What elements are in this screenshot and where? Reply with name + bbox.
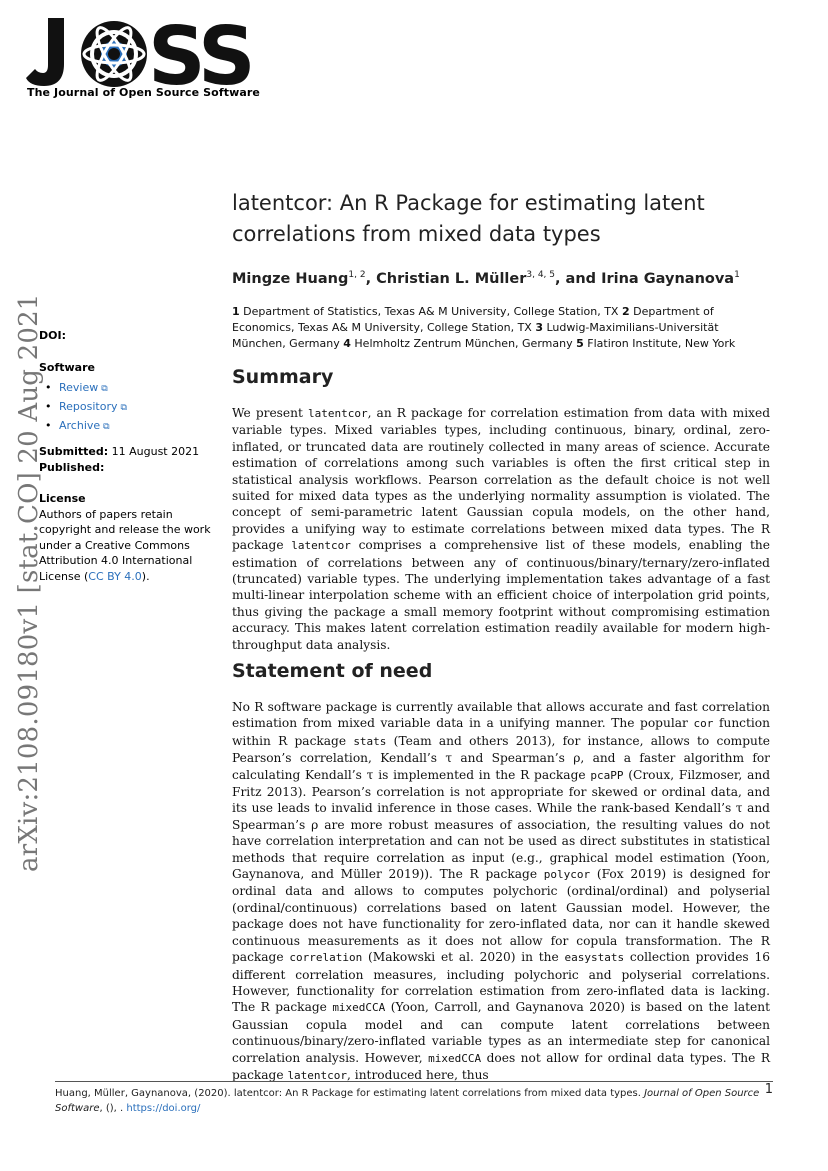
affiliations: 1 Department of Statistics, Texas A& M University, College Station, TX 2 Department of Economics, Texas A& M University, College Station, TX 3 Ludwig-Maximilians-Universität München, Germany 4 Helmholtz Zentrum München, Germany 5 Flatiron Institute, New York: [232, 304, 736, 350]
external-link-icon: ⧉: [120, 403, 127, 413]
need-heading: Statement of need: [232, 660, 433, 682]
sidebar: [39, 328, 224, 584]
journal-name: The Journal of Open Source Software: [27, 86, 260, 99]
svg-text:S: S: [148, 14, 206, 90]
footer-journal: Journal of Open Source Software: [55, 1088, 760, 1114]
review-link[interactable]: • Review ⧉: [59, 379, 224, 398]
software-links: [39, 379, 224, 436]
external-link-icon: ⧉: [103, 422, 110, 432]
license-link[interactable]: CC BY 4.0: [88, 569, 142, 583]
page-footer: Huang, Müller, Gaynanova, (2020). latentcor: An R Package for estimating latent correlations from mixed data types. Journal of Open Source Software, (), . https://doi.org/ 1: [55, 1082, 773, 1114]
paper-title: latentcor: An R Package for estimating latent correlations from mixed data types: [232, 191, 705, 246]
published-line: Published:: [39, 460, 105, 474]
submitted-line: Submitted: 11 August 2021: [39, 445, 200, 458]
joss-logo-mark: [26, 14, 256, 90]
svg-text:S: S: [198, 14, 256, 90]
paper-header: [232, 188, 770, 352]
author: Christian L. Müller: [376, 270, 527, 287]
license-text: Authors of papers retain copyright and release the work under a Creative Commons Attribution 4.0 International License (CC BY 4.0).: [39, 507, 211, 583]
license-label: License: [39, 492, 86, 505]
doi-link[interactable]: https://doi.org/: [126, 1103, 201, 1114]
author-list: Mingze Huang$^{1, 2}$, Christian L. Müller$^{3, 4, 5}$, and Irina Gaynanova$^1$: [232, 270, 740, 287]
footer-citation: Huang, Müller, Gaynanova, (2020). latentcor: An R Package for estimating latent correlations from mixed data types.: [55, 1088, 645, 1099]
repository-link[interactable]: • Repository ⧉: [59, 398, 224, 417]
need-paragraph: No R software package is currently available that allows accurate and fast correlation estimation from mixed variable data in a unifying manner. The popular cor function within R package stats (Team and others 2013), for instance, allows to compute Pearson’s correlation, Kendall’s τ and Spearman’s ρ, and a faster algorithm for calculating Kendall’s τ is implemented in the R package pcaPP (Croux, Filzmoser, and Fritz 2013). Pearson’s correlation is not appropriate for skewed or ordinal data, and its use leads to invalid inference in those cases. While the rank-based Kendall’s τ and Spearman’s ρ are more robust measures of association, the resulting values do not have correlation interpretation and can not be used as direct substitutes in statistical methods that require correlation as input (e.g., graphical model estimation (Yoon, Gaynanova, and Müller 2019)). The R package polycor (Fox 2019) is designed for ordinal data and allows to computes polychoric (ordinal/ordinal) and polyserial (ordinal/continuous) correlations based on latent Gaussian model. However, the package does not have functionality for zero-inflated data, nor can it handle skewed continuous measurements as it does not allow for copula transformation. The R package correlation (Makowski et al. 2020) in the easystats collection provides 16 different correlation measures, including polychoric and polyserial correlations. However, functionality for correlation estimation from zero-inflated data is lacking. The R package mixedCCA (Yoon, Carroll, and Gaynanova 2020) is based on the latent Gaussian copula model and can compute latent correlations between continuous/binary/zero-inflated variable types as an intermediate step for canonical correlation analysis. However, mixedCCA does not allow for ordinal data types. The R package latentcor, introduced here, thus: [232, 700, 770, 1082]
need-body: [232, 699, 770, 1084]
archive-link[interactable]: • Archive ⧉: [59, 417, 224, 436]
author: Irina Gaynanova: [601, 270, 735, 287]
doi-label: DOI:: [39, 329, 66, 342]
external-link-icon: ⧉: [101, 384, 108, 394]
software-label: Software: [39, 360, 95, 374]
page-number: 1: [764, 1082, 773, 1097]
summary-paragraph: We present latentcor, an R package for correlation estimation from data with mixed variable types. Mixed variables types, including continuous, binary, ordinal, zero-inflated, or truncated data are routinely collected in many areas of science. Accurate estimation of correlations among such variables is often the first critical step in statistical analysis workflows. Pearson correlation as the default choice is not well suited for mixed data types as the underlying normality assumption is violated. The concept of semi-parametric latent Gaussian copula models, on the other hand, provides a unifying way to estimate correlations between mixed data types. The R package latentcor comprises a comprehensive list of these models, enabling the estimation of correlations between any of continuous/binary/ternary/zero-inflated (truncated) variable types. The underlying implementation takes advantage of a fast multi-linear interpolation scheme with an efficient choice of interpolation grid points, thus giving the package a small memory footprint without compromising estimation accuracy. This makes latent correlation estimation readily available for modern high-throughput data analysis.: [232, 406, 771, 652]
summary-body: [232, 405, 770, 653]
summary-heading: Summary: [232, 366, 334, 388]
arxiv-stamp-text: arXiv:2108.09180v1 [stat.CO] 20 Aug 2021: [14, 293, 44, 872]
author: Mingze Huang: [232, 270, 349, 287]
